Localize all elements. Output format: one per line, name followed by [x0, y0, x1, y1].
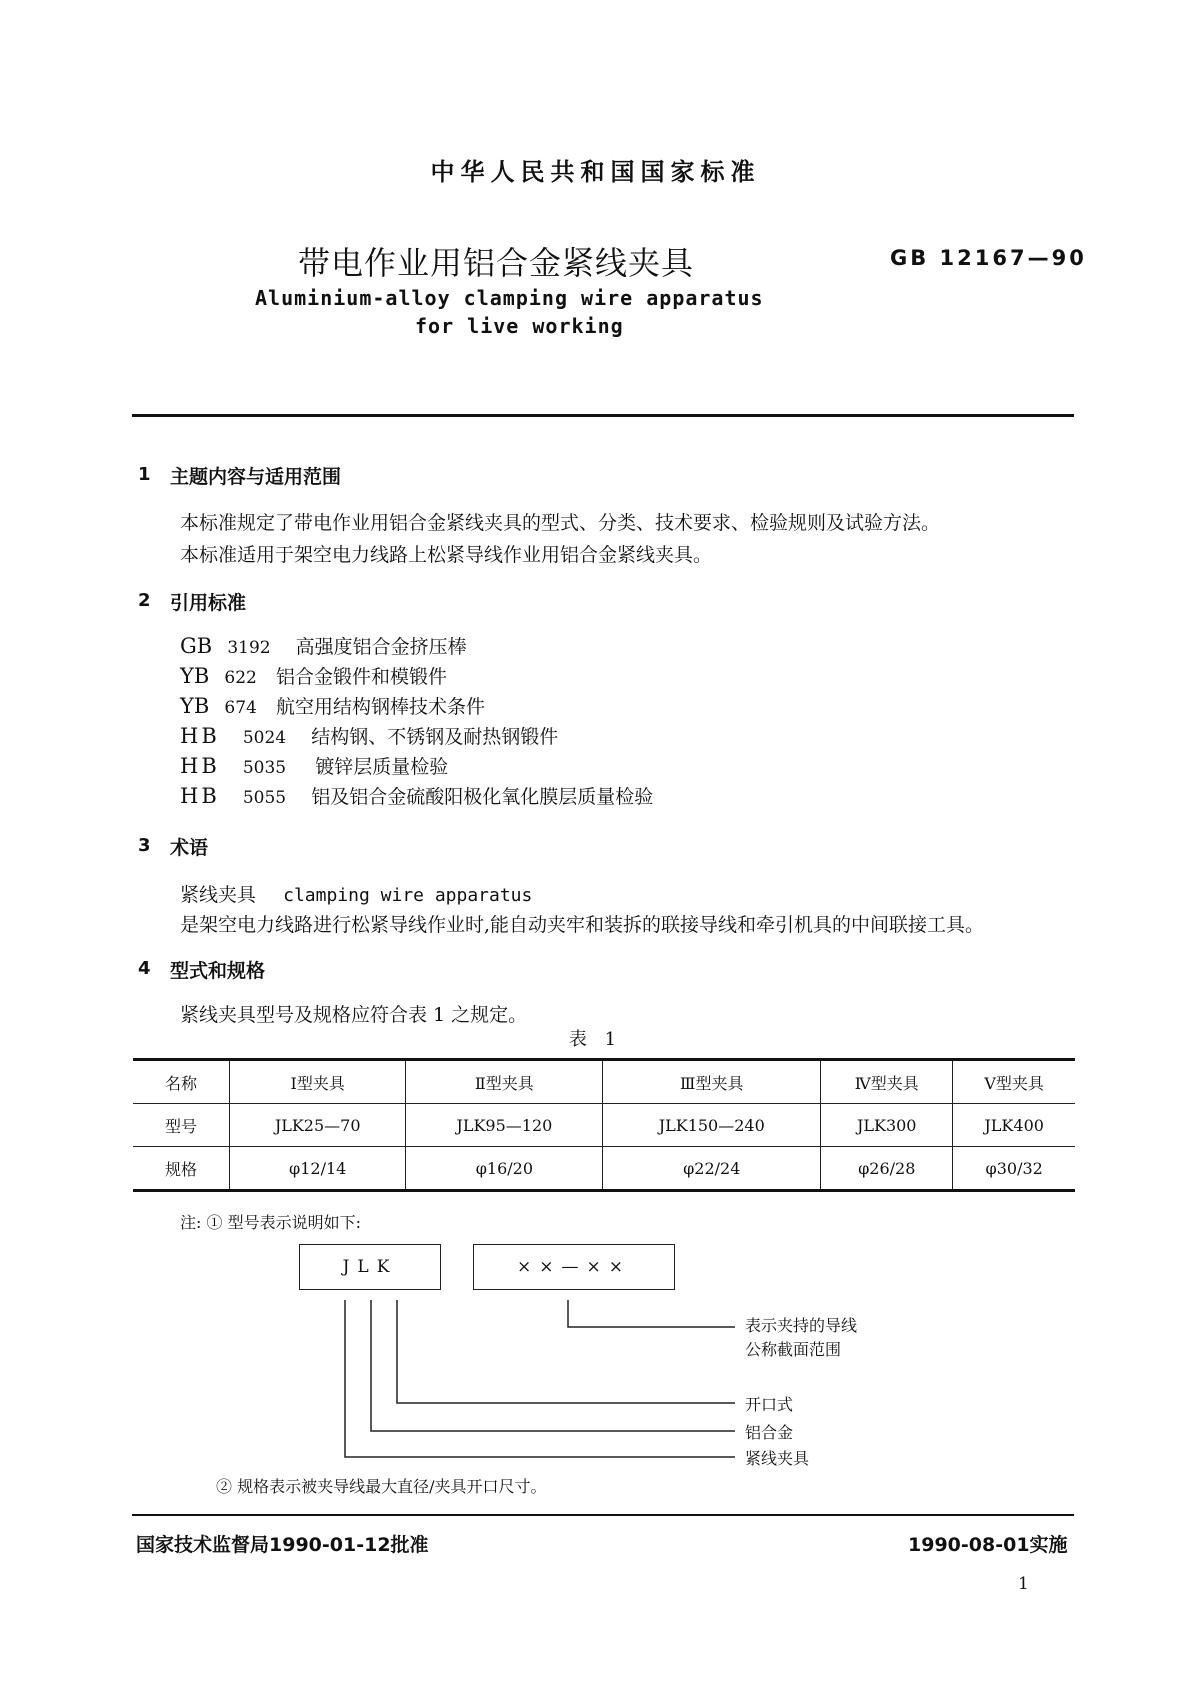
- table-cell: φ16/20: [406, 1147, 603, 1191]
- section-2-number: 2: [138, 590, 151, 611]
- table-cell: JLK150—240: [603, 1104, 821, 1147]
- standard-type: 中华人民共和国国家标准: [430, 158, 761, 186]
- approval-date: 国家技术监督局1990-01-12批准: [136, 1534, 429, 1556]
- label-range-line2: 公称截面范围: [745, 1340, 842, 1359]
- section-3-title: 术语: [170, 837, 209, 859]
- footer-rule: [132, 1514, 1074, 1516]
- section-1-number: 1: [138, 464, 151, 485]
- effective-date: 1990-08-01实施: [908, 1534, 1068, 1556]
- section-3-number: 3: [138, 835, 151, 856]
- term-definition: 是架空电力线路进行松紧导线作业时,能自动夹牢和装拆的联接导线和牵引机具的中间联接工具。: [180, 914, 985, 936]
- table-cell: Ⅴ型夹具: [953, 1060, 1075, 1104]
- reference-item: GB 3192 高强度铝合金挤压棒: [180, 634, 467, 658]
- table-cell: φ22/24: [603, 1147, 821, 1191]
- section-1-paragraph-1: 本标准规定了带电作业用铝合金紧线夹具的型式、分类、技术要求、检验规则及试验方法。: [180, 512, 941, 534]
- section-1-title: 主题内容与适用范围: [170, 466, 342, 488]
- section-4-title: 型式和规格: [170, 960, 266, 982]
- leader-line-range: [568, 1300, 735, 1327]
- leader-line-open: [397, 1300, 735, 1403]
- leader-line-alloy: [371, 1300, 735, 1431]
- note-2: ② 规格表示被夹导线最大直径/夹具开口尺寸。: [216, 1477, 547, 1496]
- section-1-paragraph-2: 本标准适用于架空电力线路上松紧导线作业用铝合金紧线夹具。: [180, 544, 713, 566]
- table-cell: JLK300: [821, 1104, 953, 1147]
- section-4-paragraph: 紧线夹具型号及规格应符合表 1 之规定。: [180, 1004, 528, 1026]
- section-2-title: 引用标准: [170, 592, 247, 614]
- table-cell: Ⅰ型夹具: [230, 1060, 406, 1104]
- reference-item: YB 674 航空用结构钢棒技术条件: [180, 694, 485, 718]
- reference-item: YB 622 铝合金锻件和模锻件: [180, 664, 447, 688]
- page-number: 1: [1018, 1574, 1029, 1594]
- table-cell: JLK95—120: [406, 1104, 603, 1147]
- leader-line-clamp: [345, 1300, 735, 1457]
- document-title-en-line1: Aluminium-alloy clamping wire apparatus: [255, 286, 764, 310]
- reference-item: HB 5024 结构钢、不锈钢及耐热钢锻件: [180, 724, 559, 748]
- table-cell: φ26/28: [821, 1147, 953, 1191]
- term-en: clamping wire apparatus: [283, 885, 533, 906]
- note-1: 注: ① 型号表示说明如下:: [180, 1213, 361, 1232]
- table-cell: JLK400: [953, 1104, 1075, 1147]
- label-clamping-apparatus: 紧线夹具: [745, 1449, 810, 1468]
- table-cell: Ⅱ型夹具: [406, 1060, 603, 1104]
- label-aluminium-alloy: 铝合金: [745, 1423, 794, 1442]
- table-cell: Ⅲ型夹具: [603, 1060, 821, 1104]
- table-cell: φ12/14: [230, 1147, 406, 1191]
- reference-item: HB 5035 镀锌层质量检验: [180, 754, 449, 778]
- document-title-cn: 带电作业用铝合金紧线夹具: [298, 244, 695, 282]
- standard-code: GB 12167—90: [890, 246, 1087, 270]
- table-cell: 名称: [133, 1060, 230, 1104]
- designation-box-range: ××—××: [473, 1244, 675, 1290]
- label-open-type: 开口式: [745, 1395, 794, 1414]
- label-range-line1: 表示夹持的导线: [745, 1316, 858, 1335]
- table-cell: φ30/32: [953, 1147, 1075, 1191]
- table-cell: 型号: [133, 1104, 230, 1147]
- table-cell: Ⅳ型夹具: [821, 1060, 953, 1104]
- table-cell: JLK25—70: [230, 1104, 406, 1147]
- section-4-number: 4: [138, 958, 151, 979]
- document-title-en-line2: for live working: [415, 314, 624, 338]
- reference-item: HB 5055 铝及铝合金硫酸阳极化氧化膜层质量检验: [180, 784, 654, 808]
- table-cell: 规格: [133, 1147, 230, 1191]
- table-caption: 表 1: [568, 1029, 623, 1050]
- designation-box-prefix: JLK: [299, 1244, 441, 1290]
- term-cn: 紧线夹具: [180, 884, 257, 906]
